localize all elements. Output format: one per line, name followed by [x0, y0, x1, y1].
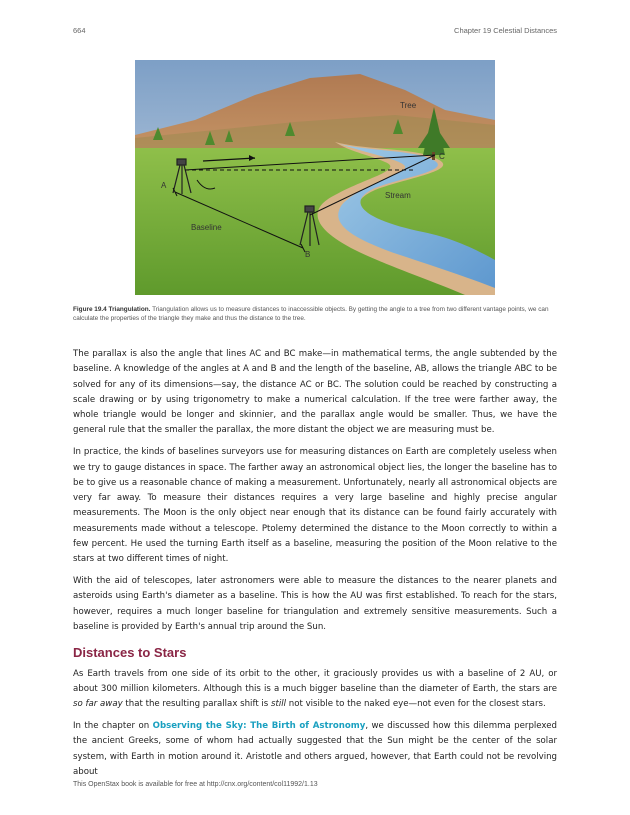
body-text [73, 347, 557, 787]
label-baseline: Baseline [191, 223, 222, 232]
label-c: C [439, 152, 445, 161]
label-stream: Stream [385, 191, 411, 200]
text: , we discussed how this dilemma perplexed the ancient Greeks, some of whom had actually suggested that the Sun might be the center of the solar system, with Earth in motion around it. Aristotle and others argued, however, that Earth could not be revolving about [73, 721, 557, 777]
page-number: 664 [73, 26, 86, 35]
figure-caption [73, 305, 557, 323]
footer-note: This OpenStax book is available for free at http://cnx.org/content/col11992/1.13 [73, 781, 318, 788]
section-heading: Distances to Stars [73, 645, 187, 661]
triangulation-illustration [135, 60, 495, 295]
caption-text: Triangulation allows us to measure distances to inaccessible objects. By getting the angle to a tree from two different vantage points, we can calculate the properties of the triangle they make and thus the distance to the tree. [73, 306, 549, 322]
label-a: A [161, 181, 167, 190]
emphasis: so far away [73, 699, 123, 710]
chapter-title: Chapter 19 Celestial Distances [454, 26, 557, 35]
emphasis: still [271, 699, 287, 710]
paragraph-baselines: In practice, the kinds of baselines surveyors use for measuring distances on Earth are completely useless when we try to gauge distances in space. The farther away an astronomical object lies, the longer the baseline has to be to give us a reasonable chance of making a measurement. Unfortunately, nearly all astronomical objects are very far away. To measure their distances requires a very large baseline and highly precise angular measurements. The Moon is the only object near enough that its distance can be found fairly accurately with measurements made without a telescope. Ptolemy determined the distance to the Moon correctly to within a few percent. He used the turning Earth itself as a baseline, measuring the position of the Moon relative to the stars at two different times of night. [73, 447, 557, 565]
label-tree: Tree [400, 101, 417, 110]
chapter-link[interactable]: Observing the Sky: The Birth of Astronomy [152, 721, 366, 732]
paragraph-earth-orbit [73, 667, 557, 713]
caption-label: Figure 19.4 Triangulation. [73, 306, 151, 313]
text: that the resulting parallax shift is [122, 699, 272, 710]
text: In the chapter on [73, 721, 153, 732]
paragraph-telescopes: With the aid of telescopes, later astronomers were able to measure the distances to the nearer planets and asteroids using Earth's diameter as a baseline. This is how the AU was first established. To reach for the stars, however, requires a much longer baseline for triangulation and extremely sensitive measurements. Such a baseline is provided by Earth's annual trip around the Sun. [73, 576, 557, 633]
paragraph-greeks [73, 719, 557, 780]
label-b: B [305, 250, 311, 259]
text: not visible to the naked eye—not even for the closest stars. [286, 699, 546, 710]
text: As Earth travels from one side of its orbit to the other, it graciously provides us with a baseline of 2 AU, or about 300 million kilometers. Although this is a much bigger baseline than the diameter of Earth, the stars are [73, 668, 557, 694]
paragraph-parallax: The parallax is also the angle that lines AC and BC make—in mathematical terms, the angle subtended by the baseline. A knowledge of the angles at A and B and the length of the baseline, AB, allows the triangle ABC to be solved for any of its dimensions—say, the distance AC or BC. The solution could be reached by constructing a scale drawing or by using trigonometry to make a numerical calculation. If the tree were farther away, the whole triangle would be longer and skinnier, and the parallax angle would be smaller. Thus, we have the general rule that the smaller the parallax, the more distant the object we are measuring must be. [73, 349, 557, 436]
